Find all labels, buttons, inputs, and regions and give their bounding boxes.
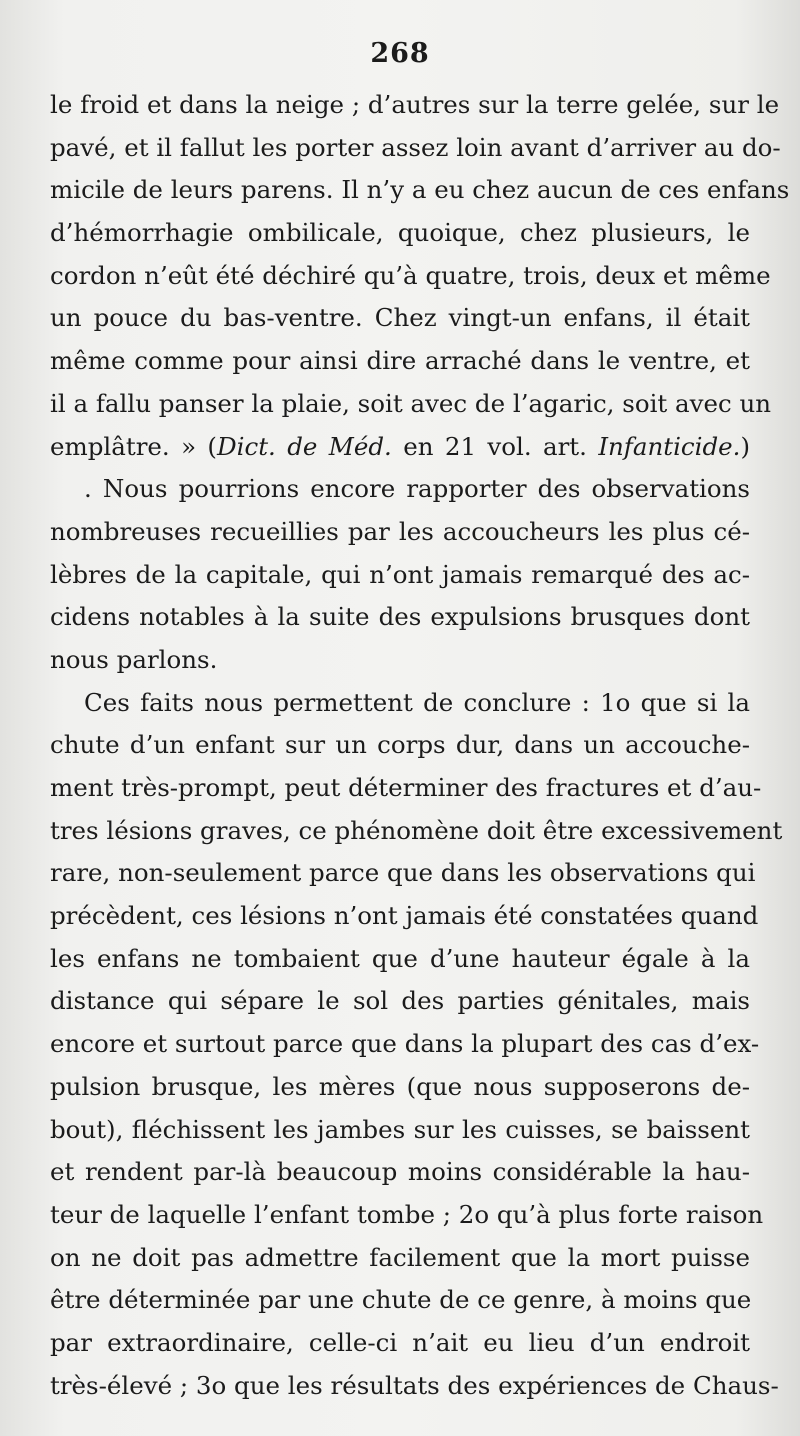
text-line: pulsion brusque, les mères (que nous supposerons de- <box>50 1071 750 1101</box>
citation-text-after: ) <box>740 431 751 461</box>
text-line: être déterminée par une chute de ce genre, à moins que <box>50 1285 752 1315</box>
text-line: par extraordinaire, celle-ci n’ait eu lieu d’un endroit <box>50 1327 750 1357</box>
text-line: même comme pour ainsi dire arraché dans le ventre, et <box>50 346 750 376</box>
text-line: . Nous pourrions encore rapporter des observations <box>84 474 750 504</box>
paragraph-observations <box>50 468 750 681</box>
text-line: pavé, et il fallut les porter assez loin avant d’arriver au do- <box>50 132 781 162</box>
page-number: 268 <box>370 38 430 69</box>
text-line: distance qui sépare le sol des parties génitales, mais <box>50 986 750 1016</box>
text-line: ment très-prompt, peut déterminer des fractures et d’au- <box>50 773 762 802</box>
text-line: précèdent, ces lésions n’ont jamais été constatées quand <box>50 901 759 931</box>
text-line: cidens notables à la suite des expulsions brusques dont <box>50 602 750 632</box>
citation-line <box>50 426 750 469</box>
text-line: d’hémorrhagie ombilicale, quoique, chez plusieurs, le <box>50 218 750 248</box>
text-line: rare, non-seulement parce que dans les observations qui <box>50 858 756 888</box>
citation-text-middle: en 21 vol. art. <box>391 431 599 461</box>
text-line: on ne doit pas admettre facilement que la mort puisse <box>50 1242 750 1272</box>
text-line: Ces faits nous permettent de conclure : 1o que si la <box>84 687 750 717</box>
text-line: chute d’un enfant sur un corps dur, dans un accouche- <box>50 730 750 760</box>
text-line: encore et surtout parce que dans la plupart des cas d’ex- <box>50 1029 760 1059</box>
citation-text-before: emplâtre. » ( <box>50 431 217 461</box>
text-line: un pouce du bas-ventre. Chez vingt-un enfans, il était <box>50 303 750 333</box>
text-line: nous parlons. <box>50 644 218 674</box>
text-line: nombreuses recueillies par les accoucheurs les plus cé- <box>50 516 750 546</box>
text-line: teur de laquelle l’enfant tombe ; 2o qu’à plus forte raison <box>50 1199 764 1229</box>
citation-source: Dict. de Méd. <box>217 431 392 461</box>
text-line: très-élevé ; 3o que les résultats des expériences de Chaus- <box>50 1370 779 1400</box>
text-line: les enfans ne tombaient que d’une hauteur égale à la <box>50 943 750 973</box>
text-line: tres lésions graves, ce phénomène doit être excessivement <box>50 815 783 845</box>
paragraph-conclusions <box>50 682 783 1408</box>
text-line: et rendent par-là beaucoup moins considérable la hau- <box>50 1157 750 1187</box>
citation-article: Infanticide. <box>598 431 741 461</box>
body-text <box>50 84 790 1407</box>
text-line: il a fallu panser la plaie, soit avec de l’agaric, soit avec un <box>50 388 772 418</box>
paragraph-quote-continuation <box>50 84 790 468</box>
text-line: le froid et dans la neige ; d’autres sur la terre gelée, sur le <box>50 90 780 119</box>
text-line: bout), fléchissent les jambes sur les cuisses, se baissent <box>50 1114 750 1144</box>
text-line: cordon n’eût été déchiré qu’à quatre, trois, deux et même <box>50 260 771 290</box>
text-line: lèbres de la capitale, qui n’ont jamais remarqué des ac- <box>50 559 750 589</box>
text-line: micile de leurs parens. Il n’y a eu chez aucun de ces enfans <box>50 175 790 205</box>
